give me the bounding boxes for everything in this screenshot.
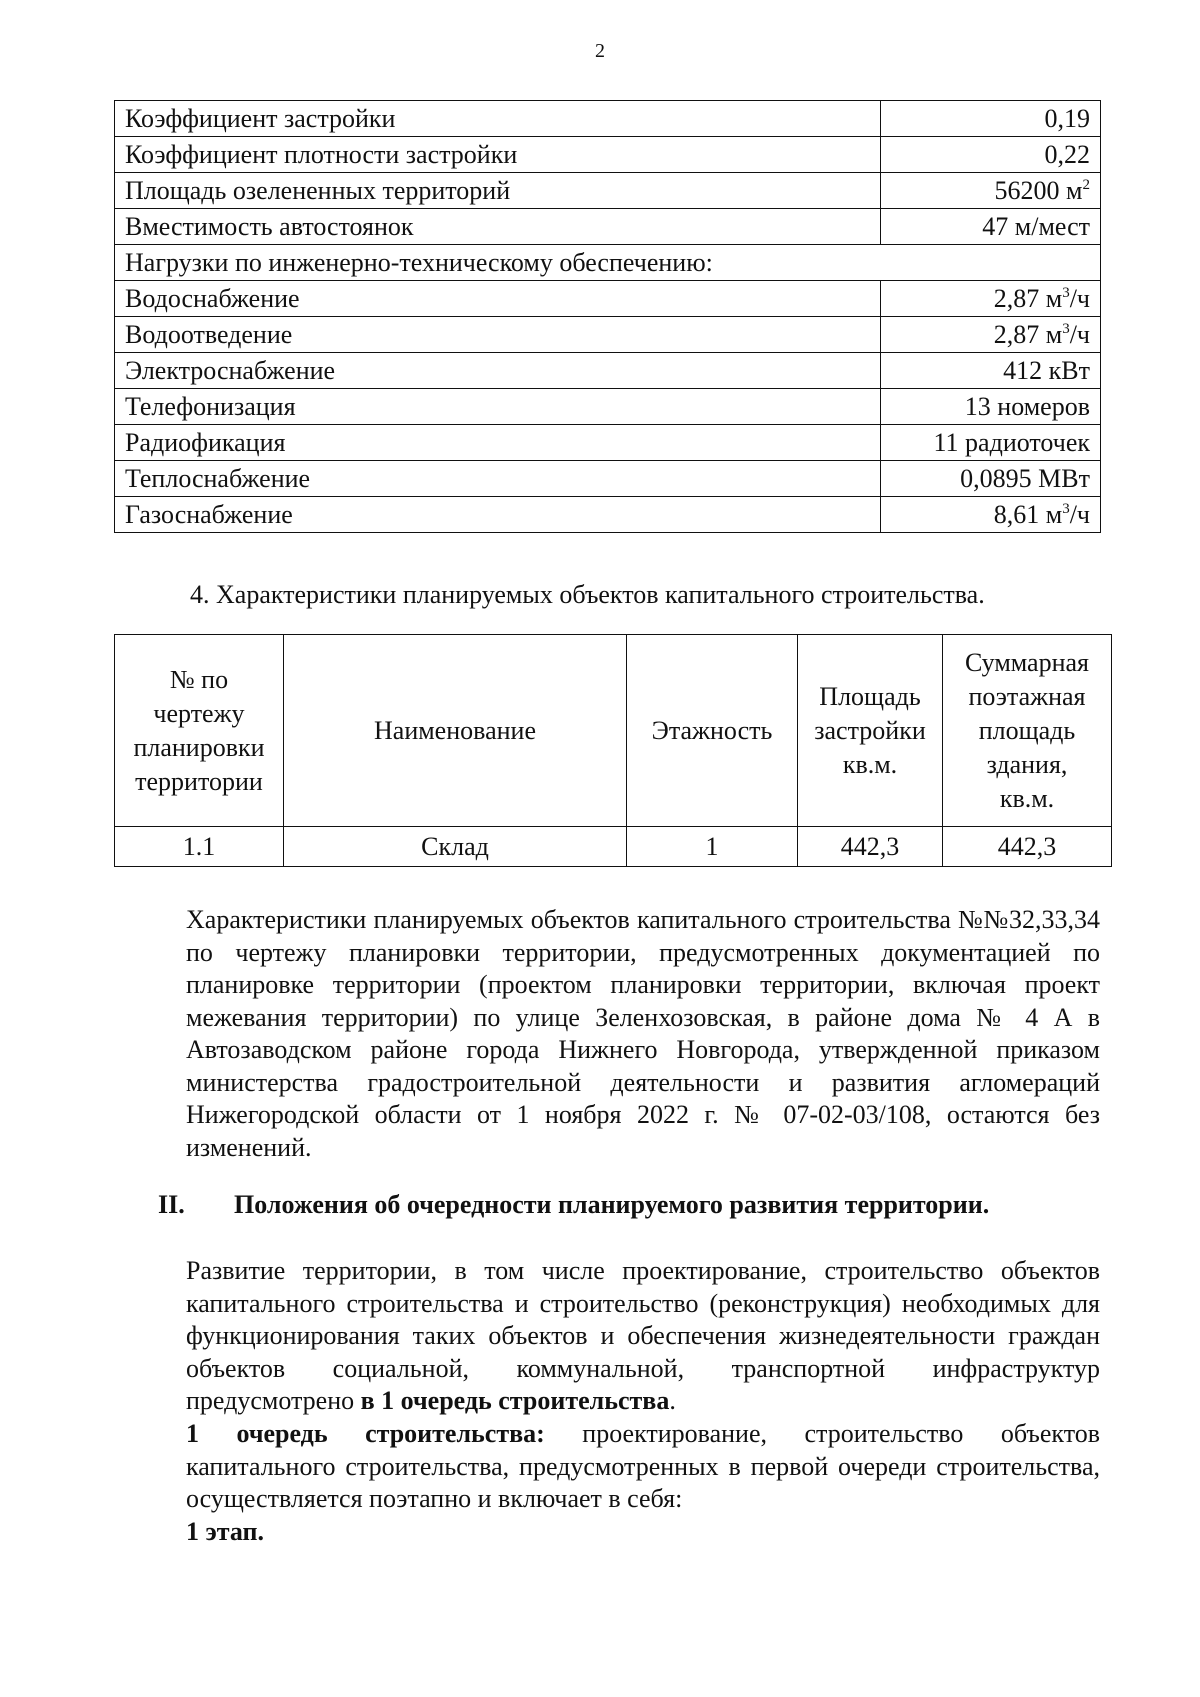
loads-header-row — [115, 245, 1101, 281]
indicator-value: 47 м/мест — [881, 209, 1101, 245]
indicator-label: Вместимость автостоянок — [115, 209, 881, 245]
paragraph-characteristics: Характеристики планируемых объектов капитального строительства №№32,33,34 по чертежу планировки территории, предусмотренных документацией по планировке территории (проектом планировки территории, включая проект межевания территории) по улице Зеленхозовская, в районе дома № 4 А в Автозаводском районе города Нижнего Новгорода, утвержденной приказом министерства градостроительной деятельности и развития агломераций Нижегородской области от 1 ноября 2022 г. № 07-02-03/108, остаются без изменений. — [186, 905, 1100, 1162]
indicator-label: Газоснабжение — [115, 497, 881, 533]
indicator-value: 412 кВт — [881, 353, 1101, 389]
loads-header: Нагрузки по инженерно-техническому обеспечению: — [115, 245, 1101, 281]
cell-area: 442,3 — [798, 827, 943, 867]
paragraph-development: Развитие территории, в том числе проектирование, строительство объектов капитального строительства и строительство (реконструкция) необходимых для функционирования таких объектов и обеспечения жизнедеятельности граждан объектов социальной, коммунальной, транспортной инфраструктур предусмотрено в 1 очередь строительства. — [186, 1256, 1100, 1415]
header-total: Суммарная поэтажная площадь здания, кв.м. — [943, 635, 1112, 827]
cell-floors: 1 — [627, 827, 798, 867]
section-4-caption: 4. Характеристики планируемых объектов капитального строительства. — [190, 580, 985, 609]
header-floors: Этажность — [627, 635, 798, 827]
table-row — [115, 425, 1101, 461]
indicator-value: 0,22 — [881, 137, 1101, 173]
table-row — [115, 389, 1101, 425]
stage-label: 1 этап. — [186, 1517, 264, 1546]
table-row — [115, 497, 1101, 533]
table-row — [115, 353, 1101, 389]
table-row — [115, 209, 1101, 245]
cell-num: 1.1 — [115, 827, 284, 867]
indicator-value: 56200 $м^2$ — [881, 173, 1101, 209]
indicator-label: Теплоснабжение — [115, 461, 881, 497]
indicator-label: Водоотведение — [115, 317, 881, 353]
table-row — [115, 173, 1101, 209]
table-row — [115, 101, 1101, 137]
indicator-value: 2,87 $м^3/ч$ — [881, 317, 1101, 353]
indicator-value: 0,0895 МВт — [881, 461, 1101, 497]
section-2-title: Положения об очередности планируемого развития территории. — [234, 1190, 990, 1219]
table-row — [115, 317, 1101, 353]
indicators-table — [114, 100, 1101, 533]
section-2-heading — [158, 1190, 989, 1220]
header-num: № по чертежу планировки территории — [115, 635, 284, 827]
paragraph-first-queue: 1 очередь строительства: проектирование, строительство объектов капитального строительства, предусмотренных в первой очереди строительства, осуществляется поэтапно и включает в себя: — [186, 1419, 1100, 1513]
indicator-value: 2,87 $м^3/ч$ — [881, 281, 1101, 317]
indicator-label: Коэффициент плотности застройки — [115, 137, 881, 173]
indicator-value: 8,61 $м^3/ч$ — [881, 497, 1101, 533]
indicator-label: Радиофикация — [115, 425, 881, 461]
objects-table — [114, 634, 1112, 867]
indicator-label: Коэффициент застройки — [115, 101, 881, 137]
header-area: Площадь застройки кв.м. — [798, 635, 943, 827]
indicator-label: Площадь озелененных территорий — [115, 173, 881, 209]
page-number: 2 — [595, 40, 605, 62]
indicator-value: 11 радиоточек — [881, 425, 1101, 461]
indicator-label: Водоснабжение — [115, 281, 881, 317]
indicator-value: 13 номеров — [881, 389, 1101, 425]
table-row — [115, 137, 1101, 173]
table-row — [115, 461, 1101, 497]
indicator-label: Электроснабжение — [115, 353, 881, 389]
cell-name: Склад — [284, 827, 627, 867]
objects-table-header — [115, 635, 1112, 827]
cell-total: 442,3 — [943, 827, 1112, 867]
header-name: Наименование — [284, 635, 627, 827]
indicator-label: Телефонизация — [115, 389, 881, 425]
table-row — [115, 827, 1112, 867]
table-row — [115, 281, 1101, 317]
indicator-value: 0,19 — [881, 101, 1101, 137]
section-2-number: II. — [158, 1190, 185, 1219]
